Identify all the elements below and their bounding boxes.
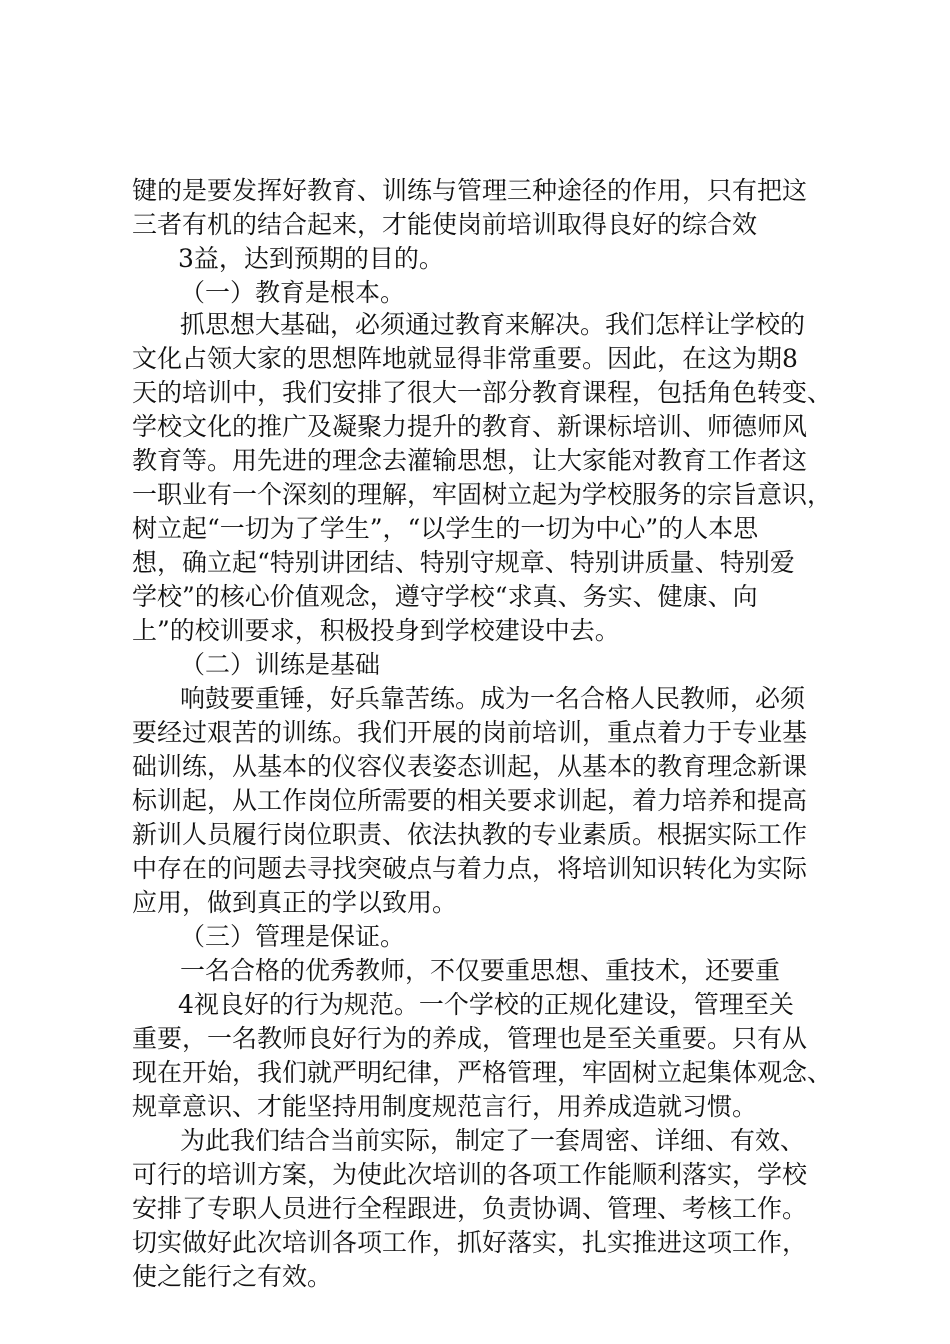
text-line: 安排了专职人员进行全程跟进，负责协调、管理、考核工作。 bbox=[132, 1194, 808, 1223]
text-line: 新训人员履行岗位职责、依法执教的专业素质。根据实际工作 bbox=[132, 820, 808, 849]
text-line: 键的是要发挥好教育、训练与管理三种途径的作用，只有把这 bbox=[132, 176, 808, 205]
text-line: 应用，做到真正的学以致用。 bbox=[132, 888, 458, 917]
text-line: 标训起，从工作岗位所需要的相关要求训起，着力培养和提高 bbox=[132, 786, 808, 815]
text-line: 4视良好的行为规范。一个学校的正规化建设，管理至关 bbox=[178, 990, 794, 1019]
text-line: 切实做好此次培训各项工作，抓好落实，扎实推进这项工作， bbox=[132, 1228, 808, 1257]
text-line: 上”的校训要求，积极投身到学校建设中去。 bbox=[132, 616, 620, 645]
text-line: 教育等。用先进的理念去灌输思想，让大家能对教育工作者这 bbox=[132, 446, 808, 475]
text-line: 现在开始，我们就严明纪律，严格管理，牢固树立起集体观念、 bbox=[132, 1058, 832, 1087]
text-line: 可行的培训方案，为使此次培训的各项工作能顺利落实，学校 bbox=[132, 1160, 808, 1189]
section-heading: （二）训练是基础 bbox=[180, 650, 381, 679]
text-line: 响鼓要重锤，好兵靠苦练。成为一名合格人民教师，必须 bbox=[180, 684, 806, 713]
text-line: 一职业有一个深刻的理解，牢固树立起为学校服务的宗旨意识， bbox=[132, 480, 832, 509]
text-line: 重要，一名教师良好行为的养成，管理也是至关重要。只有从 bbox=[132, 1024, 808, 1053]
text-line: 础训练，从基本的仪容仪表姿态训起，从基本的教育理念新课 bbox=[132, 752, 808, 781]
text-line: 想，确立起“特别讲团结、特别守规章、特别讲质量、特别爱 bbox=[132, 548, 795, 577]
text-line: 天的培训中，我们安排了很大一部分教育课程，包括角色转变、 bbox=[132, 378, 832, 407]
text-line: 学校”的核心价值观念，遵守学校“求真、务实、健康、向 bbox=[132, 582, 758, 611]
text-line: 抓思想大基础，必须通过教育来解决。我们怎样让学校的 bbox=[180, 310, 806, 339]
text-line: 中存在的问题去寻找突破点与着力点，将培训知识转化为实际 bbox=[132, 854, 808, 883]
text-line: 规章意识、才能坚持用制度规范言行，用养成造就习惯。 bbox=[132, 1092, 758, 1121]
text-line: 使之能行之有效。 bbox=[132, 1262, 333, 1291]
section-heading: （三）管理是保证。 bbox=[180, 922, 406, 951]
text-line: 树立起“一切为了学生”，“以学生的一切为中心”的人本思 bbox=[132, 514, 759, 543]
text-line: 一名合格的优秀教师，不仅要重思想、重技术，还要重 bbox=[180, 956, 781, 985]
section-heading: （一）教育是根本。 bbox=[180, 278, 406, 307]
text-line: 3益，达到预期的目的。 bbox=[178, 244, 444, 273]
text-line: 三者有机的结合起来，才能使岗前培训取得良好的综合效 bbox=[132, 210, 758, 239]
text-line: 为此我们结合当前实际，制定了一套周密、详细、有效、 bbox=[180, 1126, 806, 1155]
text-line: 文化占领大家的思想阵地就显得非常重要。因此，在这为期8 bbox=[132, 344, 798, 373]
text-line: 要经过艰苦的训练。我们开展的岗前培训，重点着力于专业基 bbox=[132, 718, 808, 747]
text-line: 学校文化的推广及凝聚力提升的教育、新课标培训、师德师风 bbox=[132, 412, 808, 441]
